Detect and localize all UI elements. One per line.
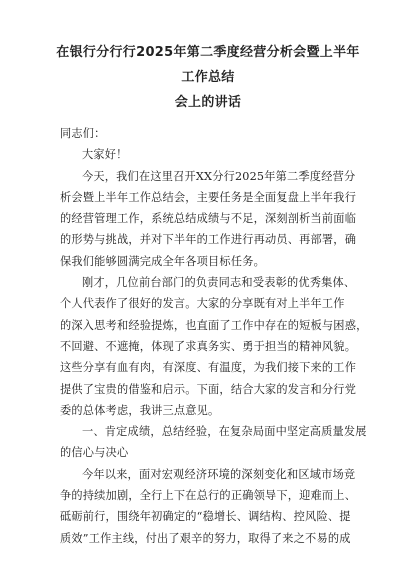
heading-line: 一、肯定成绩，总结经验，在复杂局面中坚定高质量发展 xyxy=(82,425,367,439)
paragraph-opening xyxy=(60,166,364,272)
text-line: 析会暨上半年工作总结会，主要任务是全面复盘上半年我行 xyxy=(60,190,357,204)
title-line: 会上的讲话 xyxy=(174,95,242,110)
text-line: 砥砺前行，围绕年初确定的“稳增长、调结构、控风险、提 xyxy=(60,510,351,524)
paragraph-section1 xyxy=(60,464,364,549)
text-line: 今年以来，面对宏观经济环境的深刻变化和区域市场竞 xyxy=(82,467,356,481)
text-line: 刚才，几位前台部门的负责同志和受表彰的优秀集体、 xyxy=(82,276,356,290)
text-line: 这些分享有血有肉，有深度、有温度，为我们接下来的工作 xyxy=(60,361,357,375)
text-line: 争的持续加剧，全行上下在总行的正确领导下，迎难而上、 xyxy=(60,489,357,503)
text-line: 保我们能够圆满完成全年各项目标任务。 xyxy=(60,254,265,268)
text-line: 今天，我们在这里召开XX分行2025年第二季度经营分 xyxy=(82,169,356,183)
text-line: 提供了宝贵的借鉴和启示。下面，结合大家的发言和分行党 xyxy=(60,382,357,396)
text-line: 不回避、不遮掩，体现了求真务实、勇于担当的精神风貌。 xyxy=(60,339,357,353)
document-title xyxy=(52,40,364,115)
text-line: 个人代表作了很好的发言。大家的分享既有对上半年工作 xyxy=(60,297,345,311)
text-line: 质效”工作主线，付出了艰辛的努力，取得了来之不易的成 xyxy=(60,531,351,545)
section-heading-1 xyxy=(60,421,367,464)
paragraph-remarks xyxy=(60,272,368,421)
salutation: 同志们： xyxy=(60,127,106,140)
text-line: 的经营管理工作，系统总结成绩与不足，深刻剖析当前面临 xyxy=(60,212,357,226)
greeting: 大家好！ xyxy=(82,148,128,162)
title-line: 在银行分行行2025年第二季度经营分析会暨上半年工作总结 xyxy=(56,45,360,85)
text-line: 的形势与挑战，并对下半年的工作进行再动员、再部署，确 xyxy=(60,233,357,247)
heading-line: 的信心与决心 xyxy=(60,446,129,460)
text-line: 的深入思考和经验提炼，也直面了工作中存在的短板与困惑， xyxy=(60,318,368,332)
text-line: 委的总体考虑，我讲三点意见。 xyxy=(60,403,220,417)
